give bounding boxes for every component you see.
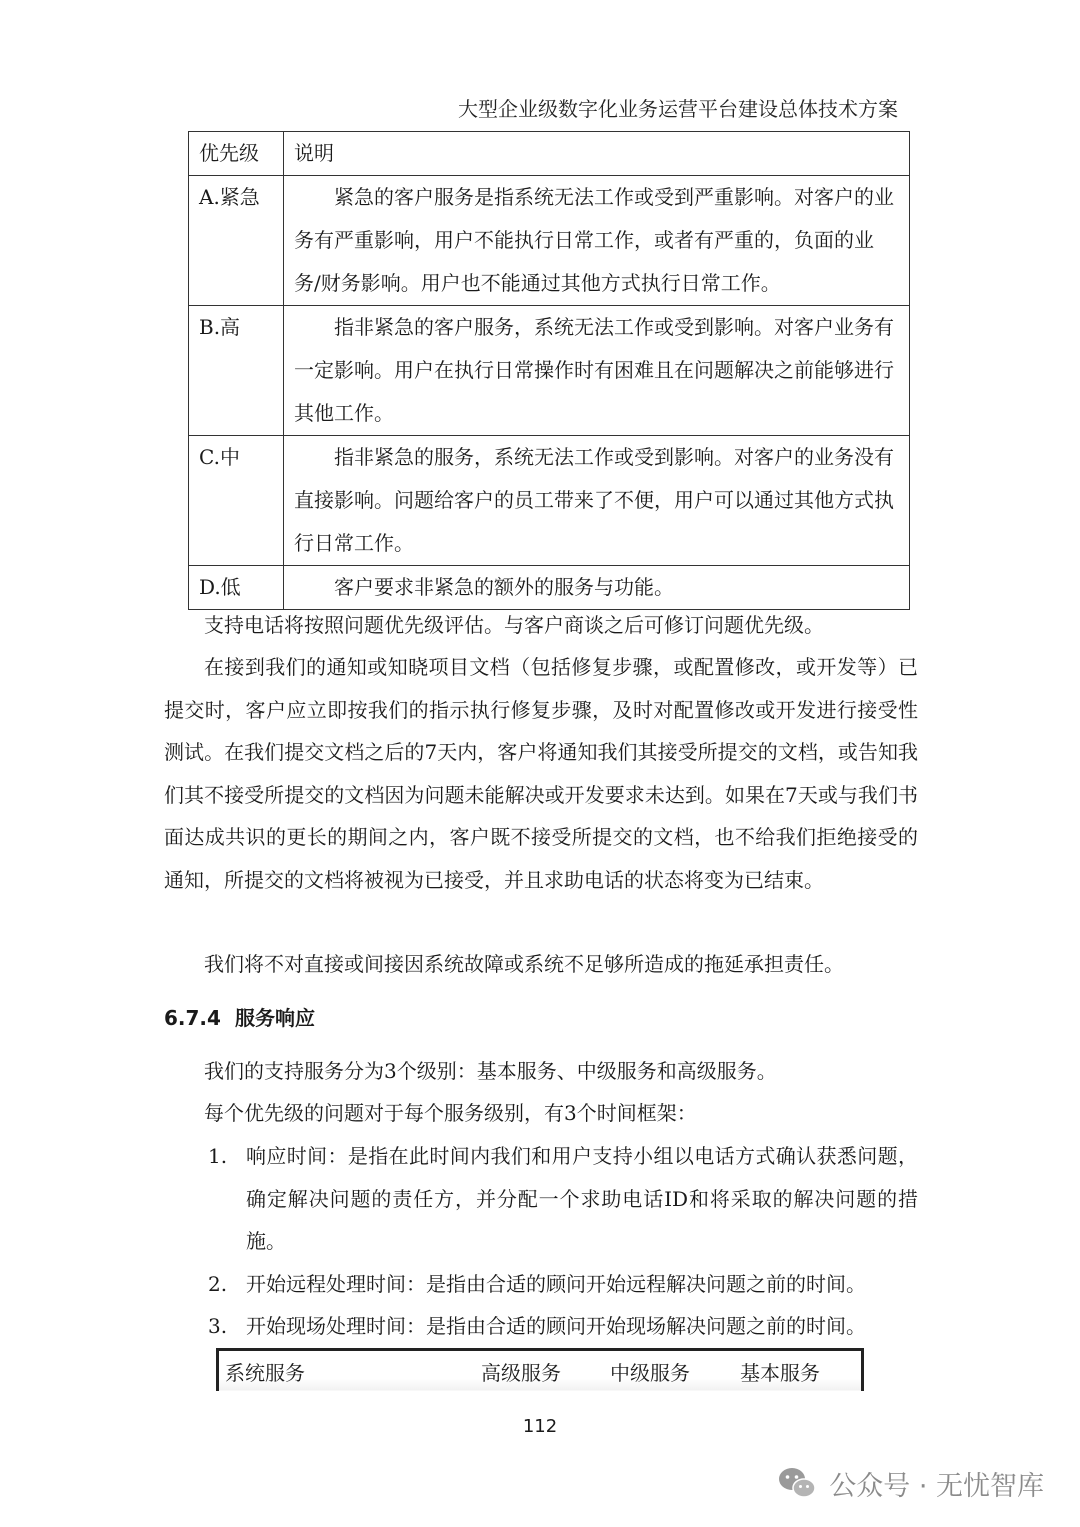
table-header-cell: 基本服务 (740, 1360, 820, 1385)
priority-description: 指非紧急的客户服务，系统无法工作或受到影响。对客户业务有一定影响。用户在执行日常操作时有困难且在问题解决之前能够进行其他工作。 (284, 306, 910, 436)
priority-level: B.高 (189, 306, 284, 436)
list-number: 1. (208, 1144, 228, 1168)
section-title: 服务响应 (234, 1006, 315, 1030)
priority-description: 客户要求非紧急的额外的服务与功能。 (284, 566, 910, 610)
paragraph: 我们将不对直接或间接因系统故障或系统不足够所造成的拖延承担责任。 (204, 952, 844, 976)
priority-level: C.中 (189, 436, 284, 566)
priority-description: 紧急的客户服务是指系统无法工作或受到严重影响。对客户的业务有严重影响，用户不能执行日常工作，或者有严重的，负面的业务/财务影响。用户也不能通过其他方式执行日常工作。 (284, 176, 910, 306)
paragraph: 支持电话将按照问题优先级评估。与客户商谈之后可修订问题优先级。 (204, 613, 824, 637)
list-item (164, 1263, 918, 1306)
list-item (164, 1305, 918, 1348)
watermark-text: 公众号 · 无忧智库 (829, 1470, 1044, 1502)
table-row (189, 306, 910, 436)
service-level-table (216, 1348, 864, 1391)
table-header-cell: 中级服务 (610, 1360, 690, 1385)
table-header-cell: 高级服务 (481, 1360, 561, 1385)
paragraph: 我们的支持服务分为3个级别：基本服务、中级服务和高级服务。 (204, 1059, 777, 1083)
table-header-row (189, 132, 910, 176)
paragraph: 每个优先级的问题对于每个服务级别，有3个时间框架： (204, 1101, 697, 1125)
list-text: 开始现场处理时间：是指由合适的顾问开始现场解决问题之前的时间。 (246, 1314, 866, 1338)
table-row (189, 436, 910, 566)
list-number: 2. (208, 1271, 228, 1296)
wechat-icon (777, 1466, 817, 1500)
table-row (189, 566, 910, 610)
section-number: 6.7.4 (164, 1006, 221, 1030)
paragraph: 在接到我们的通知或知晓项目文档（包括修复步骤，或配置修改，或开发等）已提交时，客户应立即按我们的指示执行修复步骤，及时对配置修改或开发进行接受性测试。在我们提交文档之后的7天内，客户将通知我们其接受所提交的文档，或告知我们其不接受所提交的文档因为问题未能解决或开发要求未达到。如果在7天或与我们书面达成共识的更长的期间之内，客户既不接受所提交的文档，也不给我们拒绝接受的通知，所提交的文档将被视为已接受，并且求助电话的状态将变为已结束。 (164, 655, 918, 892)
table-header-row (218, 1350, 863, 1392)
numbered-list (164, 1135, 918, 1348)
table-header-cell: 说明 (284, 132, 910, 176)
section-heading (164, 1000, 315, 1036)
list-text: 开始远程处理时间：是指由合适的顾问开始远程解决问题之前的时间。 (246, 1271, 866, 1296)
priority-level: A.紧急 (189, 176, 284, 306)
page-header: 大型企业级数字化业务运营平台建设总体技术方案 (458, 97, 898, 121)
table-header-cell: 优先级 (189, 132, 284, 176)
table-header-cell: 系统服务 (225, 1360, 305, 1385)
list-text: 响应时间：是指在此时间内我们和用户支持小组以电话方式确认获悉问题，确定解决问题的责任方，并分配一个求助电话ID和将采取的解决问题的措施。 (246, 1144, 918, 1253)
priority-table (188, 131, 910, 610)
priority-description: 指非紧急的服务，系统无法工作或受到影响。对客户的业务没有直接影响。问题给客户的员工带来了不便，用户可以通过其他方式执行日常工作。 (284, 436, 910, 566)
list-item (164, 1135, 918, 1263)
watermark (777, 1460, 1044, 1506)
table-row (189, 176, 910, 306)
list-number: 3. (208, 1314, 228, 1338)
page-number: 112 (522, 1416, 558, 1437)
priority-level: D.低 (189, 566, 284, 610)
